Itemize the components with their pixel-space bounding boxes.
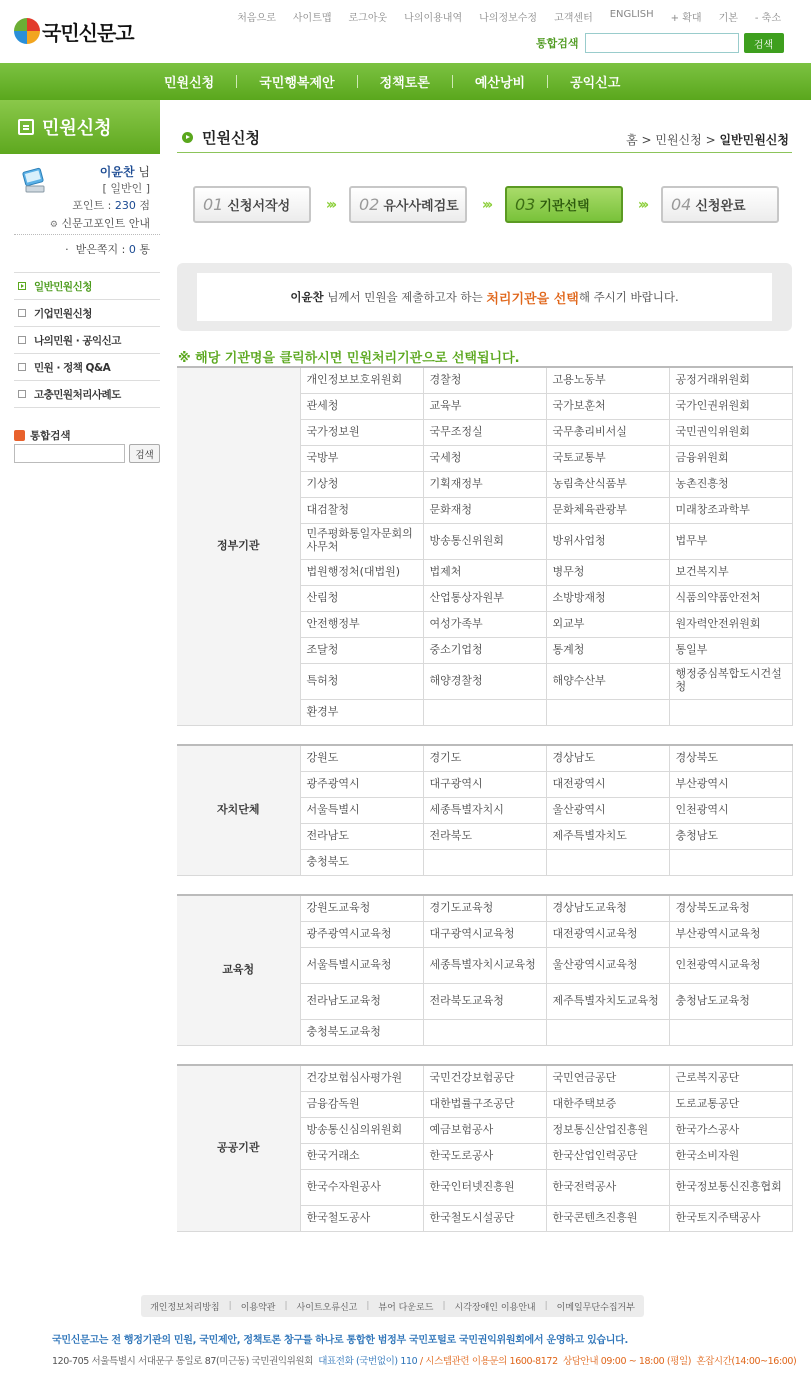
top-link-5[interactable]: 고객센터: [554, 13, 593, 24]
org-cell[interactable]: 국토교통부: [546, 445, 669, 471]
footer-divider: |: [284, 1301, 288, 1311]
org-cell[interactable]: 전라남도교육청: [300, 983, 423, 1019]
sidebar-item-2[interactable]: [14, 327, 160, 354]
org-cell[interactable]: 서울특별시교육청: [300, 947, 423, 983]
document-icon: [18, 119, 34, 135]
point-guide-link[interactable]: ⚙ 신문고포인트 안내: [49, 217, 150, 230]
org-cell[interactable]: 근로복지공단: [669, 1065, 792, 1091]
step-1: [193, 186, 311, 223]
org-cell[interactable]: 경기도교육청: [423, 895, 546, 921]
org-cell[interactable]: 한국정보통신진흥협회: [669, 1169, 792, 1205]
empty-cell: [669, 849, 792, 875]
org-cell[interactable]: 울산광역시교육청: [546, 947, 669, 983]
org-cell[interactable]: 미래창조과학부: [669, 497, 792, 523]
org-cell[interactable]: 강원도: [300, 745, 423, 771]
footer-link-3[interactable]: 뷰어 다운로드: [378, 1302, 434, 1313]
step-arrow-icon: ›››: [637, 196, 647, 213]
step-label: 신청서작성: [227, 199, 291, 214]
org-cell[interactable]: 한국산업인력공단: [546, 1143, 669, 1169]
org-cell[interactable]: 인천광역시: [669, 797, 792, 823]
footer-address: 120-705 서울특별시 서대문구 통일로 87(미근동) 국민권익위원회 대표전화 (국번없이) 110 / 시스템관련 이용문의 1600-8172 상담안내 09:00 ~ 18:00 (평일) 혼잡시간(14:00~16:00): [52, 1356, 797, 1367]
org-cell[interactable]: 경상북도: [669, 745, 792, 771]
empty-cell: [546, 849, 669, 875]
org-cell[interactable]: 세종특별자치시교육청: [423, 947, 546, 983]
org-cell[interactable]: 산업통상자원부: [423, 585, 546, 611]
global-search: [536, 33, 784, 53]
org-cell[interactable]: 서울특별시: [300, 797, 423, 823]
org-cell[interactable]: 한국가스공사: [669, 1117, 792, 1143]
breadcrumb-current: 일반민원신청: [719, 133, 789, 147]
bullet-icon: [18, 363, 26, 371]
footer-link-5[interactable]: 이메일무단수집거부: [556, 1302, 635, 1313]
org-cell[interactable]: 부산광역시: [669, 771, 792, 797]
breadcrumb: 홈 > 민원신청 > 일반민원신청: [626, 133, 789, 147]
org-cell[interactable]: 안전행정부: [300, 611, 423, 637]
empty-cell: [423, 699, 546, 725]
org-cell[interactable]: 한국콘텐츠진흥원: [546, 1205, 669, 1231]
empty-cell: [423, 849, 546, 875]
org-cell[interactable]: 세종특별자치시: [423, 797, 546, 823]
org-cell[interactable]: 경찰청: [423, 367, 546, 393]
org-cell[interactable]: 관세청: [300, 393, 423, 419]
org-table-1: [177, 744, 793, 876]
org-cell[interactable]: 방위사업청: [546, 523, 669, 559]
footer-description: 국민신문고는 전 행정기관의 민원, 국민제안, 정책토론 창구를 하나로 통합한 범정부 국민포털로 국민권익위원회에서 운영하고 있습니다.: [52, 1335, 629, 1346]
notice-text: 이윤찬 님께서 민원을 제출하고자 하는 처리기관을 선택 해 주시기 바랍니다.: [197, 273, 772, 321]
org-cell[interactable]: 법무부: [669, 523, 792, 559]
step-2: [349, 186, 467, 223]
gnb-item-4[interactable]: 공익신고: [570, 76, 621, 91]
org-cell[interactable]: 정보통신산업진흥원: [546, 1117, 669, 1143]
step-label: 기관선택: [539, 199, 590, 214]
org-cell[interactable]: 울산광역시: [546, 797, 669, 823]
org-cell[interactable]: 충청북도: [300, 849, 423, 875]
footer-divider: |: [544, 1301, 548, 1311]
sidebar-menu: [14, 272, 160, 408]
org-cell[interactable]: 충청남도교육청: [669, 983, 792, 1019]
gear-icon: ⚙: [49, 220, 58, 230]
org-cell[interactable]: 공정거래위원회: [669, 367, 792, 393]
step-arrow-icon: ›››: [325, 196, 335, 213]
empty-cell: [546, 699, 669, 725]
org-cell[interactable]: 금융위원회: [669, 445, 792, 471]
org-cell[interactable]: 중소기업청: [423, 637, 546, 663]
org-cell[interactable]: 보건복지부: [669, 559, 792, 585]
footer-link-0[interactable]: 개인정보처리방침: [150, 1302, 220, 1313]
user-type: [ 일반인 ]: [102, 182, 150, 195]
org-cell[interactable]: 국무조정실: [423, 419, 546, 445]
footer-link-2[interactable]: 사이트오류신고: [296, 1302, 358, 1313]
org-cell[interactable]: 금융감독원: [300, 1091, 423, 1117]
org-cell[interactable]: 여성가족부: [423, 611, 546, 637]
org-cell[interactable]: 광주광역시: [300, 771, 423, 797]
org-cell[interactable]: 국가보훈처: [546, 393, 669, 419]
step-number: 01: [203, 195, 224, 214]
org-cell[interactable]: 국민권익위원회: [669, 419, 792, 445]
step-label: 신청완료: [695, 199, 746, 214]
org-cell[interactable]: 경상북도교육청: [669, 895, 792, 921]
org-cell[interactable]: 국가인권위원회: [669, 393, 792, 419]
org-cell[interactable]: 외교부: [546, 611, 669, 637]
org-cell[interactable]: 대한주택보증: [546, 1091, 669, 1117]
top-utility-links: [237, 9, 781, 24]
org-table-0: [177, 366, 793, 726]
org-cell[interactable]: 대구광역시교육청: [423, 921, 546, 947]
org-cell[interactable]: 광주광역시교육청: [300, 921, 423, 947]
sidebar-item-3[interactable]: [14, 354, 160, 381]
top-link-7[interactable]: + 확대: [670, 13, 702, 24]
org-cell[interactable]: 국무총리비서실: [546, 419, 669, 445]
global-search-input[interactable]: [585, 33, 739, 53]
org-cell[interactable]: 국방부: [300, 445, 423, 471]
divider: [14, 234, 160, 235]
org-cell[interactable]: 한국철도시설공단: [423, 1205, 546, 1231]
org-cell[interactable]: 환경부: [300, 699, 423, 725]
empty-cell: [669, 699, 792, 725]
category-label: 공공기관: [177, 1065, 300, 1231]
gnb-item-1[interactable]: 국민행복제안: [259, 76, 335, 91]
top-link-8[interactable]: 기본: [718, 13, 738, 24]
notice-box: [177, 263, 792, 331]
user-computer-icon: [20, 166, 48, 196]
org-cell[interactable]: 문화재청: [423, 497, 546, 523]
top-link-1[interactable]: 사이트맵: [292, 13, 332, 24]
main-navigation: [0, 63, 811, 100]
top-link-2[interactable]: 로그아웃: [348, 13, 388, 24]
org-cell[interactable]: 한국수자원공사: [300, 1169, 423, 1205]
sidebar-search: [14, 428, 160, 461]
breadcrumb-home[interactable]: 홈: [626, 133, 638, 147]
footer-divider: |: [442, 1301, 446, 1311]
step-4: [661, 186, 779, 223]
org-cell[interactable]: 방송통신심의위원회: [300, 1117, 423, 1143]
step-label: 유사사례검토: [383, 199, 459, 214]
org-cell[interactable]: 경기도: [423, 745, 546, 771]
org-cell[interactable]: 대전광역시: [546, 771, 669, 797]
breadcrumb-mid[interactable]: 민원신청: [655, 133, 702, 147]
sidebar-item-label: 고충민원처리사례도: [34, 388, 121, 401]
step-number: 03: [515, 195, 536, 214]
step-arrow-icon: ›››: [481, 196, 491, 213]
sidebar-title: [0, 100, 160, 154]
gnb-item-2[interactable]: 정책토론: [379, 76, 430, 91]
org-cell[interactable]: 기획재정부: [423, 471, 546, 497]
org-cell[interactable]: 소방방재청: [546, 585, 669, 611]
org-cell[interactable]: 특허청: [300, 663, 423, 699]
logo-text: 국민신문고: [42, 20, 134, 45]
org-cell[interactable]: 방송통신위원회: [423, 523, 546, 559]
org-cell[interactable]: 한국철도공사: [300, 1205, 423, 1231]
gnb-item-0[interactable]: 민원신청: [164, 76, 215, 91]
org-cell[interactable]: 한국도로공사: [423, 1143, 546, 1169]
user-points: 포인트 : 230 점: [72, 199, 150, 212]
bullet-icon: [18, 282, 26, 290]
org-cell[interactable]: 법원행정처(대법원): [300, 559, 423, 585]
org-cell[interactable]: 통계청: [546, 637, 669, 663]
global-search-label: 통합검색: [536, 37, 579, 50]
title-bullet-icon: [182, 132, 193, 143]
org-cell[interactable]: 전라북도: [423, 823, 546, 849]
org-cell[interactable]: 병무청: [546, 559, 669, 585]
sidebar-item-4[interactable]: [14, 381, 160, 408]
sidebar-item-0[interactable]: [14, 273, 160, 300]
org-cell[interactable]: 전라북도교육청: [423, 983, 546, 1019]
org-cell[interactable]: 한국토지주택공사: [669, 1205, 792, 1231]
sidebar-item-label: 기업민원신청: [34, 307, 92, 320]
org-cell[interactable]: 한국전력공사: [546, 1169, 669, 1205]
footer-links: [141, 1295, 644, 1317]
bullet-icon: [18, 390, 26, 398]
logo-emblem-icon: [14, 18, 40, 44]
org-cell[interactable]: 민주평화통일자문회의사무처: [300, 523, 423, 559]
received-messages[interactable]: · 받은쪽지 : 0 통: [65, 243, 150, 256]
org-cell[interactable]: 개인정보보호위원회: [300, 367, 423, 393]
org-cell[interactable]: 인천광역시교육청: [669, 947, 792, 983]
page-title: 민원신청: [182, 127, 260, 148]
org-cell[interactable]: 원자력안전위원회: [669, 611, 792, 637]
footer-divider: |: [228, 1301, 232, 1311]
sidebar-search-button[interactable]: 검색: [129, 444, 160, 463]
org-cell[interactable]: 해양경찰청: [423, 663, 546, 699]
org-cell[interactable]: 제주특별자치도교육청: [546, 983, 669, 1019]
empty-cell: [423, 1019, 546, 1045]
org-cell[interactable]: 충청남도: [669, 823, 792, 849]
org-cell[interactable]: 통일부: [669, 637, 792, 663]
step-number: 04: [671, 195, 692, 214]
bullet-icon: [18, 336, 26, 344]
progress-steps: [193, 186, 779, 223]
org-table-3: [177, 1064, 793, 1232]
user-name: 이윤찬 님: [99, 165, 150, 179]
org-cell[interactable]: 농촌진흥청: [669, 471, 792, 497]
bullet-icon: [18, 309, 26, 317]
org-cell[interactable]: 문화체육관광부: [546, 497, 669, 523]
org-cell[interactable]: 농림축산식품부: [546, 471, 669, 497]
empty-cell: [546, 1019, 669, 1045]
sidebar-item-1[interactable]: [14, 300, 160, 327]
step-3: [505, 186, 623, 223]
org-cell[interactable]: 한국소비자원: [669, 1143, 792, 1169]
org-cell[interactable]: 한국거래소: [300, 1143, 423, 1169]
org-cell[interactable]: 제주특별자치도: [546, 823, 669, 849]
org-cell[interactable]: 교육부: [423, 393, 546, 419]
org-cell[interactable]: 건강보험심사평가원: [300, 1065, 423, 1091]
org-cell[interactable]: 대전광역시교육청: [546, 921, 669, 947]
global-search-button[interactable]: 검색: [744, 33, 784, 53]
org-cell[interactable]: 조달청: [300, 637, 423, 663]
org-cell[interactable]: 산림청: [300, 585, 423, 611]
gnb-item-3[interactable]: 예산낭비: [474, 76, 526, 91]
org-cell[interactable]: 식품의약품안전처: [669, 585, 792, 611]
org-cell[interactable]: 경상남도: [546, 745, 669, 771]
org-table-2: [177, 894, 793, 1046]
org-cell[interactable]: 기상청: [300, 471, 423, 497]
top-link-6[interactable]: ENGLISH: [609, 9, 654, 20]
org-cell[interactable]: 경상남도교육청: [546, 895, 669, 921]
org-cell[interactable]: 국가정보원: [300, 419, 423, 445]
org-cell[interactable]: 부산광역시교육청: [669, 921, 792, 947]
org-cell[interactable]: 국민건강보험공단: [423, 1065, 546, 1091]
org-cell[interactable]: 해양수산부: [546, 663, 669, 699]
category-label: 교육청: [177, 895, 300, 1045]
org-cell[interactable]: 도로교통공단: [669, 1091, 792, 1117]
org-cell[interactable]: 예금보험공사: [423, 1117, 546, 1143]
top-link-3[interactable]: 나의이용내역: [404, 13, 463, 24]
search-icon: [14, 430, 25, 441]
org-cell[interactable]: 행정중심복합도시건설청: [669, 663, 792, 699]
org-cell[interactable]: 국민연금공단: [546, 1065, 669, 1091]
org-cell[interactable]: 고용노동부: [546, 367, 669, 393]
title-divider: [177, 152, 792, 153]
org-cell[interactable]: 대한법률구조공단: [423, 1091, 546, 1117]
category-label: 자치단체: [177, 745, 300, 875]
footer-link-4[interactable]: 시각장애인 이용안내: [454, 1302, 536, 1313]
footer-link-1[interactable]: 이용약관: [240, 1302, 276, 1313]
top-link-4[interactable]: 나의정보수정: [479, 13, 538, 24]
top-link-9[interactable]: - 축소: [754, 13, 781, 24]
org-cell[interactable]: 전라남도: [300, 823, 423, 849]
sidebar-search-input[interactable]: [14, 444, 125, 463]
sidebar-item-label: 민원 · 정책 Q&A: [34, 361, 111, 374]
sidebar-title-text: 민원신청: [42, 118, 112, 139]
footer-divider: |: [366, 1301, 370, 1311]
site-logo[interactable]: [14, 14, 134, 48]
sidebar-item-label: 일반민원신청: [34, 280, 92, 293]
org-cell[interactable]: 국세청: [423, 445, 546, 471]
org-cell[interactable]: 법제처: [423, 559, 546, 585]
org-cell[interactable]: 대검찰청: [300, 497, 423, 523]
empty-cell: [669, 1019, 792, 1045]
org-cell[interactable]: 충청북도교육청: [300, 1019, 423, 1045]
step-number: 02: [359, 195, 380, 214]
sidebar-item-label: 나의민원 · 공익신고: [34, 334, 121, 347]
org-cell[interactable]: 대구광역시: [423, 771, 546, 797]
selection-guide: ※ 해당 기관명을 클릭하시면 민원처리기관으로 선택됩니다.: [178, 351, 520, 366]
org-cell[interactable]: 한국인터넷진흥원: [423, 1169, 546, 1205]
category-label: 정부기관: [177, 367, 300, 725]
org-cell[interactable]: 강원도교육청: [300, 895, 423, 921]
sidebar-search-label: 통합검색: [14, 428, 160, 443]
top-link-0[interactable]: 처음으로: [237, 13, 276, 24]
